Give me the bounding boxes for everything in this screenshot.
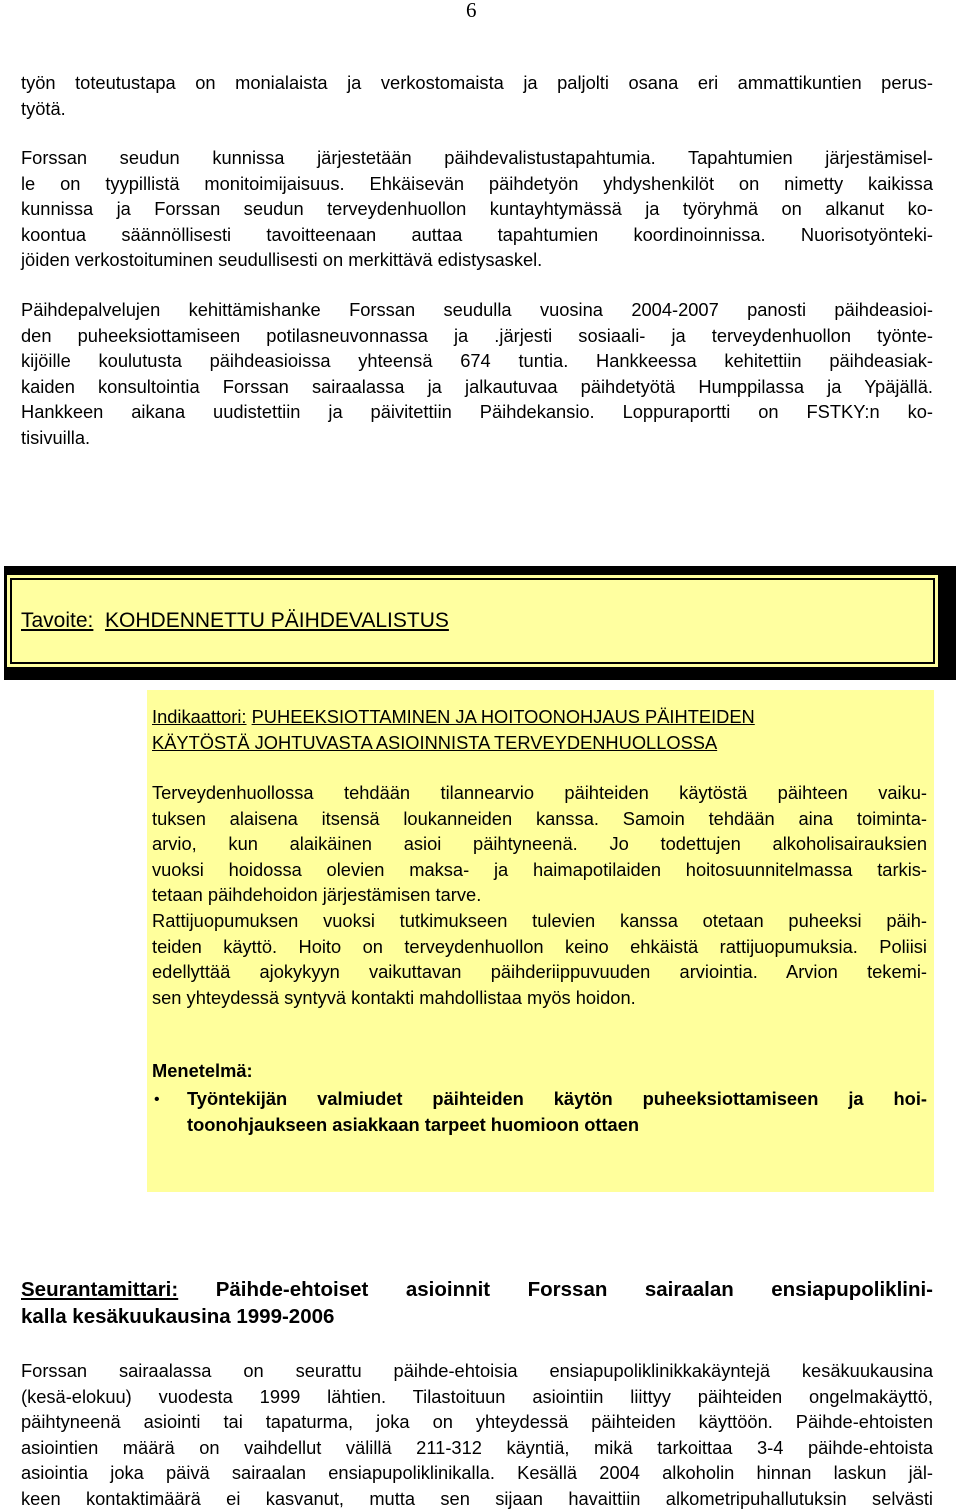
indicator-box	[147, 690, 934, 1192]
follow-title-line: kalla kesäkuukausina 1999-2006	[21, 1305, 335, 1328]
indicator-title-line: KÄYTÖSTÄ JOHTUVASTA ASIOINNISTA TERVEYDENHUOLLOSSA	[152, 731, 718, 753]
text-line: arvio, kun alaikäinen asioi päihtyneenä. Jo todettujen alkoholisairauksien	[152, 833, 927, 855]
text-line: sen yhteydessä syntyvä kontakti mahdollistaa myös hoidon.	[152, 986, 636, 1008]
text-line: Päihdepalvelujen kehittämishanke Forssan seudulla vuosina 2004-2007 panosti päihdeasioi-	[21, 299, 933, 320]
text-line: tetaan päihdehoidon järjestämisen tarve.	[152, 884, 482, 906]
text-line: toonohjaukseen asiakkaan tarpeet huomioon ottaen	[187, 1113, 640, 1135]
follow-title-line: Päihde-ehtoiset asioinnit Forssan sairaalan ensiapupoliklini-	[178, 1278, 933, 1301]
text-line: keen kontaktimäärä ei kasvanut, mutta sen sijaan havaittiin alkometripuhallutuksin selvästi	[21, 1487, 933, 1509]
text-line: tisivuilla.	[21, 426, 91, 448]
page-number: 6	[466, 0, 477, 22]
text-line: asiointien määrä on vaihdellut välillä 211-312 käyntiä, mikä tarkoittaa 3-4 päihde-ehtoista	[21, 1436, 933, 1458]
text-line: den puheeksiottamiseen potilasneuvonnassa ja .järjesti sosiaali- ja terveydenhuollon työnte-	[21, 324, 933, 346]
text-line: asiointia joka päivä sairaalan ensiapupoliklinikalla. Kesällä 2004 alkoholin hinnan laskun jäl-	[21, 1462, 933, 1484]
follow-heading	[21, 1276, 933, 1330]
text-line: teiden käyttö. Hoito on terveydenhuollon keino ehkäistä rattijuopumuksia. Poliisi	[152, 935, 927, 957]
paragraph-intro	[21, 70, 933, 121]
paragraph-events	[21, 145, 933, 273]
method-list-item	[147, 1086, 934, 1146]
text-line: edellyttää ajokykyyn vaikuttavan päihderiippuvuuden arviointia. Arvion tekemi-	[152, 961, 927, 983]
goal-heading	[21, 608, 449, 633]
paragraph-follow	[21, 1358, 933, 1512]
indicator-body	[152, 780, 927, 908]
text-line: Forssan sairaalassa on seurattu päihde-ehtoisia ensiapupoliklinikkakäyntejä kesäkuukausina	[21, 1360, 933, 1381]
text-line: työtä.	[21, 97, 66, 119]
text-line: kijöille koulutusta päihdeasioissa yhteensä 674 tuntia. Hankkeessa kehitettiin päihdeasiak-	[21, 350, 933, 372]
indicator-body-2	[152, 908, 927, 1010]
bullet-icon: •	[154, 1091, 160, 1108]
text-line: Forssan seudun kunnissa järjestetään päihdevalistustapahtumia. Tapahtumien järjestämisel-	[21, 147, 933, 168]
text-line: Rattijuopumuksen vuoksi tutkimukseen tulevien kanssa otetaan puheeksi päih-	[152, 910, 927, 931]
text-line: le on tyypillistä monitoimijaisuus. Ehkäisevän päihdetyön yhdyshenkilöt on nimetty kaikissa	[21, 172, 933, 194]
text-line: vuoksi hoidossa olevien maksa- ja haimapotilaiden hoitosuunnitelmassa tarkis-	[152, 858, 927, 880]
paragraph-project	[21, 297, 933, 451]
indicator-label: Indikaattori:	[152, 706, 247, 727]
text-line: työn toteutustapa on monialaista ja verkostomaista ja paljolti osana eri ammattikuntien perus-	[21, 72, 933, 93]
method-text	[187, 1086, 927, 1137]
text-line: jöiden verkostoituminen seudullisesti on merkittävä edistysaskel.	[21, 249, 543, 271]
text-line: Terveydenhuollossa tehdään tilannearvio päihteiden käytöstä päihteen vaiku-	[152, 782, 927, 803]
text-line: päihtyneenä asiointi tai tapaturma, joka on yhteydessä päihteiden käyttöön. Päihde-ehtoisten	[21, 1411, 933, 1433]
text-line: kaiden konsultointia Forssan sairaalassa ja jalkautuvaa päihdetyötä Humppilassa ja Ypäjällä.	[21, 375, 933, 397]
text-line: koontua säännöllisesti tavoitteenaan auttaa tapahtumien koordinoinnissa. Nuorisotyönteki-	[21, 223, 933, 245]
follow-label: Seurantamittari:	[21, 1278, 179, 1301]
goal-box	[4, 572, 941, 670]
text-line: Hankkeen aikana uudistettiin ja päivitettiin Päihdekansio. Loppuraportti on FSTKY:n ko-	[21, 401, 933, 423]
text-line: Työntekijän valmiudet päihteiden käytön puheeksiottamiseen ja hoi-	[187, 1088, 927, 1109]
goal-label: Tavoite:	[21, 609, 94, 632]
indicator-heading	[152, 704, 927, 755]
text-line: (kesä-elokuu) vuodesta 1999 lähtien. Tilastoituun asiointiin liittyy päihteiden ongelmakäyttö,	[21, 1385, 933, 1407]
text-line: kunnissa ja Forssan seudun terveydenhuollon kuntayhtymässä ja työryhmä on alkanut ko-	[21, 198, 933, 220]
indicator-title-line: PUHEEKSIOTTAMINEN JA HOITOONOHJAUS PÄIHTEIDEN	[251, 706, 755, 727]
goal-text: KOHDENNETTU PÄIHDEVALISTUS	[105, 609, 449, 632]
method-label: Menetelmä:	[152, 1060, 253, 1081]
text-line: tuksen alaisena itsensä loukanneiden kanssa. Samoin tehdään aina toiminta-	[152, 807, 927, 829]
